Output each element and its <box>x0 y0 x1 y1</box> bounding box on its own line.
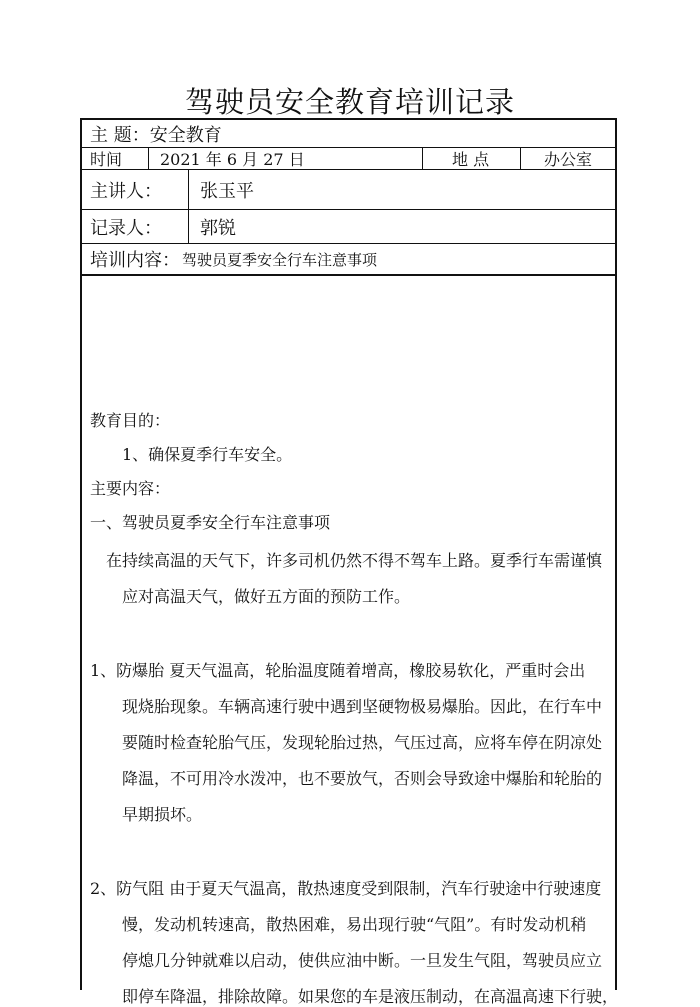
time-label: 时间 <box>90 150 123 169</box>
place-label: 地 点 <box>452 150 490 169</box>
body-line: 一、驾驶员夏季安全行车注意事项 <box>90 513 331 532</box>
training-date: 2021 年 6 月 27 日 <box>160 150 305 169</box>
recorder-label: 记录人： <box>90 217 162 239</box>
body-line: 早期损坏。 <box>122 805 203 824</box>
time-place-row <box>82 148 615 170</box>
recorder-row <box>82 210 615 244</box>
body-line: 应对高温天气，做好五方面的预防工作。 <box>122 587 411 606</box>
body-line: 1、确保夏季行车安全。 <box>122 445 293 464</box>
body-line: 1、防爆胎 夏天气温高，轮胎温度随着增高，橡胶易软化，严重时会出 <box>90 661 586 680</box>
speaker-label: 主讲人： <box>90 180 162 202</box>
place-value: 办公室 <box>544 150 593 169</box>
body-line: 要随时检查轮胎气压，发现轮胎过热，气压过高，应将车停在阴凉处 <box>122 733 603 752</box>
content-row <box>82 244 615 276</box>
record-form <box>80 118 619 1006</box>
body-line: 即停车降温，排除故障。如果您的车是液压制动，在高温高速下行驶， <box>122 987 619 1006</box>
body-line: 在持续高温的天气下，许多司机仍然不得不驾车上路。夏季行车需谨慎 <box>106 551 603 570</box>
subject-row <box>82 120 615 148</box>
document-title: 驾驶员安全教育培训记录 <box>184 85 515 119</box>
body-line: 2、防气阻 由于夏天气温高，散热速度受到限制，汽车行驶途中行驶速度 <box>90 879 602 898</box>
speaker-name: 张玉平 <box>200 180 254 202</box>
body-line: 主要内容： <box>90 479 171 498</box>
speaker-row <box>82 170 615 210</box>
body-line: 降温，不可用冷水泼冲，也不要放气，否则会导致途中爆胎和轮胎的 <box>122 769 603 788</box>
body-line: 慢，发动机转速高，散热困难，易出现行驶“气阻”。有时发动机稍 <box>122 915 587 934</box>
body-line: 停熄几分钟就难以启动，使供应油中断。一旦发生气阻，驾驶员应立 <box>122 951 603 970</box>
body-line: 教育目的： <box>90 411 171 430</box>
subject-text: 主 题：安全教育 <box>90 124 222 146</box>
content-label: 培训内容： <box>90 250 180 271</box>
content-topic: 驾驶员夏季安全行车注意事项 <box>182 250 378 269</box>
training-body <box>82 276 619 1006</box>
body-line: 现烧胎现象。车辆高速行驶中遇到坚硬物极易爆胎。因此，在行车中 <box>122 697 603 716</box>
recorder-name: 郭锐 <box>200 217 236 239</box>
